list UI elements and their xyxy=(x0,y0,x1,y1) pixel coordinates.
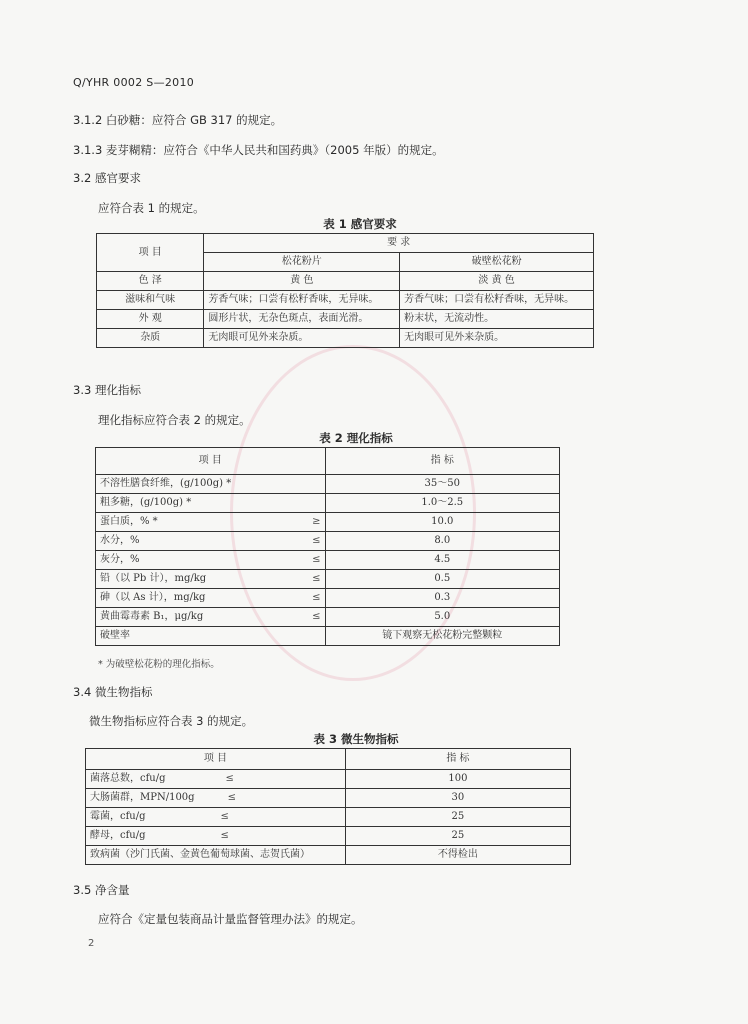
table3-microbiological xyxy=(85,748,571,865)
table2-item-cell xyxy=(96,570,326,589)
comparison-operator: ≤ xyxy=(220,811,229,822)
table2-head-item: 项 目 xyxy=(96,448,326,475)
table-row xyxy=(96,532,560,551)
page-number: 2 xyxy=(88,938,95,949)
table2-item-cell xyxy=(96,532,326,551)
table-row xyxy=(86,789,571,808)
table-row xyxy=(97,272,594,291)
table2-physicochemical xyxy=(95,447,560,646)
table-row xyxy=(86,827,571,846)
clause-3-1-3: 3.1.3 麦芽糊精：应符合《中华人民共和国药典》（2005 年版）的规定。 xyxy=(73,143,444,157)
table1-cell: 粉末状，无流动性。 xyxy=(400,310,594,329)
table3-head-item: 项 目 xyxy=(86,749,346,770)
table1-head-item: 项 目 xyxy=(97,234,204,272)
comparison-operator: ≤ xyxy=(312,554,321,565)
table2-item-label: 黄曲霉毒素 B₁，μg/kg xyxy=(100,611,204,622)
table1-cell: 无肉眼可见外来杂质。 xyxy=(400,329,594,348)
section-3-5-heading: 3.5 净含量 xyxy=(73,883,130,897)
table-row xyxy=(86,846,571,865)
section-3-4-text: 微生物指标应符合表 3 的规定。 xyxy=(89,714,254,728)
table3-value-cell: 30 xyxy=(345,789,570,808)
table-row xyxy=(96,589,560,608)
table2-value-cell: 0.3 xyxy=(325,589,559,608)
table3-item-label: 致病菌（沙门氏菌、金黄色葡萄球菌、志贺氏菌） xyxy=(90,849,310,860)
table-row xyxy=(96,513,560,532)
table-row xyxy=(96,475,560,494)
table3-item-label: 酵母，cfu/g xyxy=(90,830,146,841)
table2-item-label: 蛋白质，% * xyxy=(100,516,158,527)
table2-value-cell: 0.5 xyxy=(325,570,559,589)
table-row xyxy=(86,808,571,827)
table1-cell: 圆形片状，无杂色斑点，表面光滑。 xyxy=(204,310,400,329)
table2-footnote: * 为破壁松花粉的理化指标。 xyxy=(98,659,220,670)
table-row xyxy=(96,570,560,589)
table1-col-tablet: 松花粉片 xyxy=(204,253,400,272)
table2-caption: 表 2 理化指标 xyxy=(319,431,393,445)
comparison-operator: ≤ xyxy=(220,830,229,841)
table3-caption: 表 3 微生物指标 xyxy=(313,732,399,746)
table1-cell: 无肉眼可见外来杂质。 xyxy=(204,329,400,348)
section-3-2-heading: 3.2 感官要求 xyxy=(73,171,141,185)
table3-item-label: 大肠菌群，MPN/100g xyxy=(90,792,195,803)
table2-item-cell xyxy=(96,475,326,494)
table2-item-label: 水分，% xyxy=(100,535,140,546)
table2-head-value: 指 标 xyxy=(325,448,559,475)
table1-cell: 芳香气味；口尝有松籽香味，无异味。 xyxy=(400,291,594,310)
table2-item-cell xyxy=(96,513,326,532)
table-row xyxy=(96,551,560,570)
clause-3-1-2: 3.1.2 白砂糖：应符合 GB 317 的规定。 xyxy=(73,113,283,127)
table2-item-label: 不溶性膳食纤维，(g/100g) * xyxy=(100,478,232,489)
table3-value-cell: 不得检出 xyxy=(345,846,570,865)
comparison-operator: ≤ xyxy=(225,773,234,784)
table1-head-requirement: 要 求 xyxy=(204,234,594,253)
table2-item-cell xyxy=(96,589,326,608)
table1-cell: 色 泽 xyxy=(97,272,204,291)
table3-item-cell xyxy=(86,789,346,808)
table1-cell: 黄 色 xyxy=(204,272,400,291)
table1-cell: 杂质 xyxy=(97,329,204,348)
table3-item-cell xyxy=(86,770,346,789)
comparison-operator: ≤ xyxy=(312,592,321,603)
comparison-operator: ≤ xyxy=(312,573,321,584)
table3-value-cell: 25 xyxy=(345,808,570,827)
table2-item-cell xyxy=(96,627,326,646)
table-row xyxy=(86,770,571,789)
table-row xyxy=(96,627,560,646)
section-3-3-heading: 3.3 理化指标 xyxy=(73,383,141,397)
table-row xyxy=(97,329,594,348)
table2-item-label: 铅（以 Pb 计），mg/kg xyxy=(100,573,207,584)
section-3-5-text: 应符合《定量包装商品计量监督管理办法》的规定。 xyxy=(98,912,363,926)
table3-item-cell xyxy=(86,846,346,865)
table1-cell: 芳香气味；口尝有松籽香味，无异味。 xyxy=(204,291,400,310)
table2-value-cell: 8.0 xyxy=(325,532,559,551)
comparison-operator: ≤ xyxy=(312,535,321,546)
table1-sensory xyxy=(96,233,594,348)
table2-value-cell: 4.5 xyxy=(325,551,559,570)
table1-cell: 淡 黄 色 xyxy=(400,272,594,291)
table3-value-cell: 25 xyxy=(345,827,570,846)
table2-item-cell xyxy=(96,608,326,627)
table2-value-cell: 35～50 xyxy=(325,475,559,494)
table-row xyxy=(97,291,594,310)
table3-item-cell xyxy=(86,808,346,827)
table2-value-cell: 10.0 xyxy=(325,513,559,532)
table2-value-cell: 1.0～2.5 xyxy=(325,494,559,513)
section-3-4-heading: 3.4 微生物指标 xyxy=(73,685,153,699)
table3-item-label: 菌落总数，cfu/g xyxy=(90,773,166,784)
table3-item-label: 霉菌，cfu/g xyxy=(90,811,146,822)
table3-head-value: 指 标 xyxy=(345,749,570,770)
table2-value-cell: 5.0 xyxy=(325,608,559,627)
section-3-2-text: 应符合表 1 的规定。 xyxy=(98,201,205,215)
standard-code-header: Q/YHR 0002 S—2010 xyxy=(73,76,195,89)
table-row xyxy=(97,310,594,329)
section-3-3-text: 理化指标应符合表 2 的规定。 xyxy=(98,413,251,427)
table1-col-powder: 破壁松花粉 xyxy=(400,253,594,272)
table3-value-cell: 100 xyxy=(345,770,570,789)
table2-item-cell xyxy=(96,494,326,513)
table1-cell: 外 观 xyxy=(97,310,204,329)
table-row xyxy=(96,494,560,513)
table2-item-label: 灰分，% xyxy=(100,554,140,565)
table1-cell: 滋味和气味 xyxy=(97,291,204,310)
table2-value-cell: 镜下观察无松花粉完整颗粒 xyxy=(325,627,559,646)
comparison-operator: ≤ xyxy=(227,792,236,803)
table1-caption: 表 1 感官要求 xyxy=(323,217,397,231)
table2-item-label: 粗多糖，(g/100g) * xyxy=(100,497,192,508)
table2-item-label: 砷（以 As 计），mg/kg xyxy=(100,592,206,603)
table2-item-cell xyxy=(96,551,326,570)
table-row xyxy=(96,608,560,627)
table3-item-cell xyxy=(86,827,346,846)
comparison-operator: ≤ xyxy=(312,611,321,622)
comparison-operator: ≥ xyxy=(312,516,321,527)
table2-item-label: 破壁率 xyxy=(100,630,130,641)
